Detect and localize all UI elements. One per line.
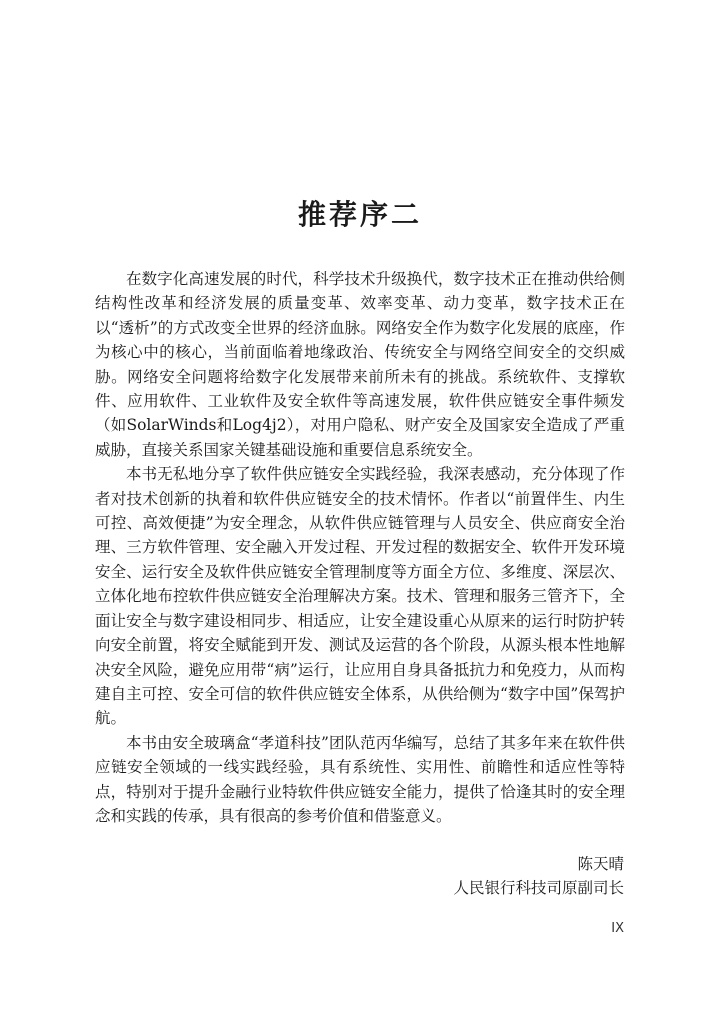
signature bbox=[453, 852, 624, 901]
paragraph-1: 在数字化高速发展的时代，科学技术升级换代，数字技术正在推动供给侧结构性改革和经济发展的质量变革、效率变革、动力变革，数字技术正在以“透析”的方式改变全世界的经济血脉。网络安全作为数字化发展的底座，作为核心中的核心，当前面临着地缘政治、传统安全与网络空间安全的交织威胁。网络安全问题将给数字化发展带来前所未有的挑战。系统软件、支撑软件、应用软件、工业软件及安全软件等高速发展，软件供应链安全事件频发（如SolarWinds和Log4j2），对用户隐私、财产安全及国家安全造成了严重威胁，直接关系国家关键基础设施和重要信息系统安全。 bbox=[95, 270, 625, 459]
paragraph-2: 本书无私地分享了软件供应链安全实践经验，我深表感动，充分体现了作者对技术创新的执着和软件供应链安全的技术情怀。作者以“前置伴生、内生可控、高效便捷”为安全理念，从软件供应链管理与人员安全、供应商安全治理、三方软件管理、安全融入开发过程、开发过程的数据安全、软件开发环境安全、运行安全及软件供应链安全管理制度等方面全方位、多维度、深层次、立体化地布控软件供应链安全治理解决方案。技术、管理和服务三管齐下，全面让安全与数字建设相同步、相适应，让安全建设重心从原来的运行时防护转向安全前置，将安全赋能到开发、测试及运营的各个阶段，从源头根本性地解决安全风险，避免应用带“病”运行，让应用自身具备抵抗力和免疫力，从而构建自主可控、安全可信的软件供应链安全体系，从供给侧为“数字中国”保驾护航。 bbox=[95, 465, 625, 728]
body-text bbox=[95, 267, 625, 828]
paragraph-3: 本书由安全玻璃盒“孝道科技”团队范丙华编写，总结了其多年来在软件供应链安全领域的一线实践经验，具有系统性、实用性、前瞻性和适应性等特点，特别对于提升金融行业特软件供应链安全能力，提供了恰逢其时的安全理念和实践的传承，具有很高的参考价值和借鉴意义。 bbox=[95, 733, 625, 825]
signature-position: 人民银行科技司原副司长 bbox=[453, 879, 624, 898]
page-title: 推荐序二 bbox=[297, 197, 422, 231]
signature-name: 陈天晴 bbox=[577, 855, 624, 873]
page-number: IX bbox=[611, 921, 624, 936]
